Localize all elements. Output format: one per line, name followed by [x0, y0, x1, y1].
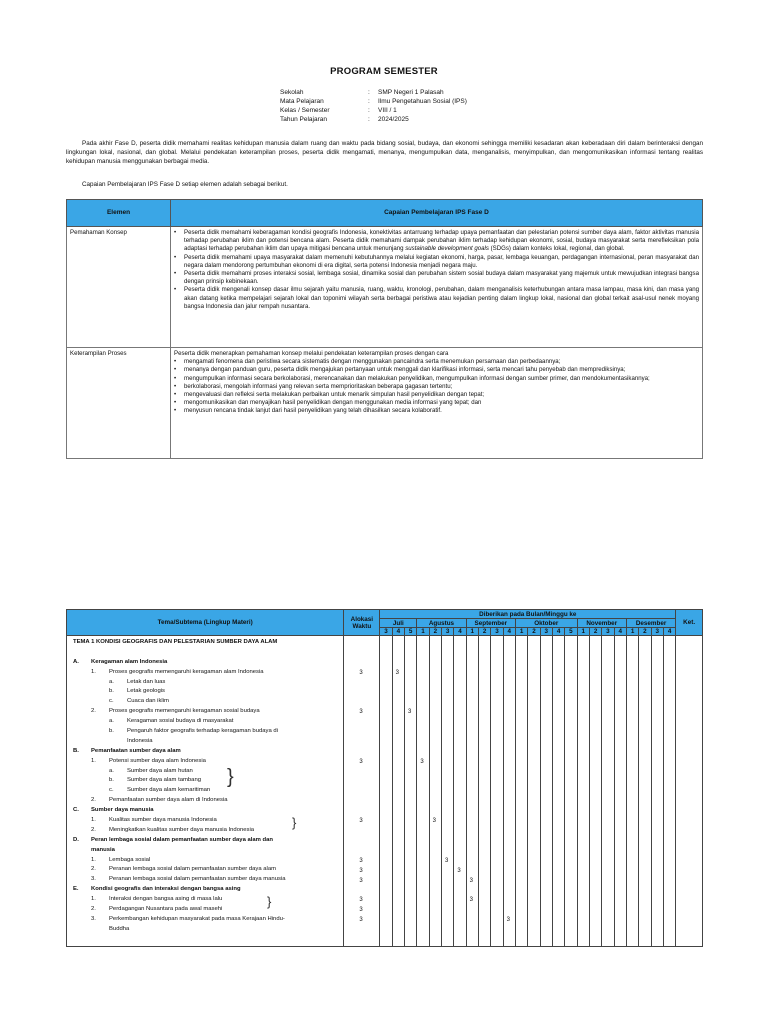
week-header: 3: [380, 628, 392, 636]
topic-line: [73, 885, 339, 895]
week-header: 4: [503, 628, 515, 636]
topic-line: [73, 875, 339, 885]
item-text: Pemanfaatan sumber daya alam: [91, 747, 181, 754]
capaian-intro-text: Peserta didik menerapkan pemahaman konsep melalui pendekatan keterampilan proses dengan cara: [174, 350, 449, 357]
week-cell: [528, 636, 540, 947]
alokasi-value: 3: [359, 669, 363, 676]
week-header: 4: [663, 628, 675, 636]
item-text: Interaksi dengan bangsa asing di masa lalu: [109, 896, 223, 903]
item-number: b.: [109, 777, 114, 784]
alokasi-value: 3: [359, 877, 363, 884]
item-text: Keragaman alam Indonesia: [91, 658, 168, 665]
month-header: Oktober: [515, 619, 577, 628]
header-topic: Tema/Subtema (Lingkup Materi): [67, 610, 344, 636]
meta-colon: :: [368, 107, 370, 114]
item-text: Pengaruh faktor geografis terhadap keragaman budaya di: [127, 728, 278, 735]
list-item: • mengomunikasikan dan menyajikan hasil penyelidikan dengan menggunakan media informasi yang tepat; dan: [184, 399, 699, 407]
meta-key: Tahun Pelajaran: [280, 116, 327, 123]
schedule-mark: 3: [469, 877, 473, 884]
topic-line: [73, 767, 339, 777]
month-header: Juli: [380, 619, 417, 628]
meta-colon: :: [368, 89, 370, 96]
item-number: c.: [109, 787, 114, 794]
week-header: 3: [602, 628, 614, 636]
item-number: E.: [73, 886, 79, 893]
item-text: TEMA 1 KONDISI GEOGRAFIS DAN PELESTARIAN SUMBER DAYA ALAM: [73, 639, 278, 645]
week-cell: [491, 636, 503, 947]
item-text: Peran lembaga sosial dalam pemanfaatan sumber daya alam dan: [91, 836, 274, 843]
text: (SDGs) dalam konteks lokal, regional, dan global.: [488, 245, 625, 253]
ket-cell: [676, 636, 703, 947]
topic-line: [73, 776, 339, 786]
list-item: • berkolaborasi, mengolah informasi yang relevan serta memprioritaskan beberapa gagasan tertentu;: [184, 383, 699, 391]
topic-line: [73, 678, 339, 688]
week-cell: [380, 636, 392, 947]
schedule-mark: 3: [408, 709, 412, 716]
item-number: 1.: [91, 668, 96, 675]
alokasi-value: 3: [359, 758, 363, 765]
week-cell: [454, 636, 466, 947]
alokasi-value: 3: [359, 709, 363, 716]
meta-row-tahun: [280, 115, 467, 124]
week-header: 1: [515, 628, 527, 636]
item-text: Letak geologis: [127, 688, 165, 695]
topic-line: [73, 648, 339, 658]
schedule-mark: 3: [420, 758, 424, 765]
schedule-mark: 3: [432, 818, 436, 825]
item-text: Keragaman sosial budaya di masyarakat: [127, 718, 234, 725]
topic-line: [73, 786, 339, 796]
list-item: • menanya dengan panduan guru, peserta didik mengajukan pertanyaan untuk menggali dan klarifikasi informasi, serta mencari tahu penyebab dan memprediksinya;: [184, 366, 699, 374]
item-number: 1.: [91, 817, 96, 824]
week-cell: [626, 636, 638, 947]
topic-line: [73, 836, 339, 846]
list-item: • Peserta didik mengenali konsep dasar ilmu sejarah yaitu manusia, ruang, waktu, kronologi, perubahan, dalam menganalisis keterhubungan antara masa lampau, masa kini, dan masa yang akan datang ketika mempelajari sejarah lokal dan toponimi wilayah serta berbagai peristiwa atau kejadian penting dalam lingkup lokal, nasional dan global terkait asal-usul nenek moyang bangsa Indonesia dan jalur rempah nusantara.: [184, 286, 699, 311]
page-title: PROGRAM SEMESTER: [330, 66, 438, 77]
meta-key: Mata Pelajaran: [280, 98, 324, 105]
list-item: • Peserta didik memahami upaya masyarakat dalam memenuhi kebutuhannya melalui kegiatan ekonomi, harga, pasar, lembaga keuangan, perdagangan internasional, peran masyarakat dan negara dalam mendorong pertumbuhan ekonomi di era digital, serta potensi Indonesia menjadi negara maju.: [184, 254, 699, 270]
item-text: Sumber daya manusia: [91, 807, 154, 814]
topic-line: [73, 915, 339, 925]
alokasi-value: 3: [359, 857, 363, 864]
item-number: C.: [73, 807, 79, 814]
topic-line: [73, 707, 339, 717]
list-item: • Peserta didik memahami proses interaksi sosial, lembaga sosial, dinamika sosial dan perubahan sistem sosial budaya dalam masyarakat yang majemuk untuk mewujudkan integrasi bangsa dengan prinsip kebinekaan.: [184, 270, 699, 286]
row-pemahaman-konsep: [67, 227, 703, 348]
capaian-content: [171, 348, 703, 459]
item-number: a.: [109, 718, 114, 725]
item-text: Sumber daya alam tambang: [127, 777, 202, 784]
capaian-list: [174, 358, 699, 415]
topic-line: [73, 925, 339, 935]
item-number: 2.: [91, 797, 96, 804]
week-cell: [577, 636, 589, 947]
capaian-table: [66, 199, 703, 459]
alokasi-value: 3: [359, 818, 363, 825]
week-cell: [651, 636, 663, 947]
meta-colon: :: [368, 116, 370, 123]
week-header: 4: [614, 628, 626, 636]
meta-value: Ilmu Pengetahuan Sosial (IPS): [378, 98, 467, 105]
topic-line: [73, 816, 339, 826]
schedule-mark: 3: [469, 897, 473, 904]
topic-line: [73, 757, 339, 767]
week-header: 2: [478, 628, 490, 636]
topic-line: [73, 638, 339, 648]
topic-line: [73, 806, 339, 816]
curly-brace-icon: }: [292, 815, 297, 831]
week-cell: [515, 636, 527, 947]
curly-brace-icon: }: [267, 894, 272, 910]
alokasi-value: 3: [359, 897, 363, 904]
week-cell: [639, 636, 651, 947]
alokasi-value: 3: [359, 907, 363, 914]
item-text: Pemanfaatan sumber daya alam di Indonesia: [109, 797, 228, 804]
item-number: 2.: [91, 826, 96, 833]
week-header: 1: [417, 628, 429, 636]
item-number: 1.: [91, 856, 96, 863]
week-cell: [478, 636, 490, 947]
curly-brace-icon: }: [227, 765, 234, 788]
elemen-label: Pemahaman Konsep: [67, 227, 171, 348]
week-header: 1: [577, 628, 589, 636]
topic-line: [73, 658, 339, 668]
item-number: c.: [109, 698, 114, 705]
text: Peserta didik memahami keberagaman kondisi geografis Indonesia, konektivitas antarruang terhadap upaya pemanfaatan dan pelestarian potensi sumber daya alam, faktor aktivitas manusia terhadap perubahan iklim dan potensi bencana alam. Peserta didik memahami dampak perubahan iklim terhadap kehidupan ekonomi, sosial, budaya masyarakat serta merefleksikan pola adaptasi terhadap perubahan iklim dan upaya mitigasi bencana untuk menunjang: [184, 229, 699, 253]
week-cell: [614, 636, 626, 947]
week-header: 3: [491, 628, 503, 636]
item-number: 1.: [91, 757, 96, 764]
item-number: 2.: [91, 708, 96, 715]
week-cell: [503, 636, 515, 947]
topic-cell: [67, 636, 344, 947]
item-text: Cuaca dan iklim: [127, 698, 169, 705]
item-number: 2.: [91, 866, 96, 873]
week-header: 4: [454, 628, 466, 636]
week-header: 2: [589, 628, 601, 636]
week-header: 2: [528, 628, 540, 636]
week-cell: [540, 636, 552, 947]
topic-line: [73, 865, 339, 875]
week-header: 2: [429, 628, 441, 636]
header-given: Diberikan pada Bulan/Minggu ke: [380, 610, 676, 619]
item-number: B.: [73, 747, 79, 754]
item-text: Peranan lembaga sosial dalam pemanfaatan sumber daya manusia: [109, 876, 286, 883]
meta-key: Kelas / Semester: [280, 107, 330, 114]
week-header: 3: [651, 628, 663, 636]
item-number: 2.: [91, 906, 96, 913]
item-text: Proses geografis memengaruhi keragaman alam Indonesia: [109, 668, 264, 675]
item-number: a.: [109, 678, 114, 685]
week-cell: [466, 636, 478, 947]
week-header: 4: [392, 628, 404, 636]
topic-line: [73, 668, 339, 678]
text-italic: sustainable development goals: [405, 245, 489, 253]
list-item: • mengamati fenomena dan peristiwa secara sistematis dengan menggunakan pancaindra serta menemukan persamaan dan perbedaannya;: [184, 358, 699, 366]
item-number: a.: [109, 767, 114, 774]
item-text: Potensi sumber daya alam Indonesia: [109, 757, 206, 764]
week-cell: [441, 636, 453, 947]
list-item: • mengumpulkan informasi secara berkolaborasi, merencanakan dan melakukan penyelidikan, mengumpulkan informasi dengan sumber primer, dan mendokumentasikannya;: [184, 375, 699, 383]
item-text: Letak dan luas: [127, 678, 166, 685]
week-cell: [565, 636, 577, 947]
list-item: • menyusun rencana tindak lanjut dari hasil penyelidikan yang telah dihasilkan secara kolaboratif.: [184, 407, 699, 415]
week-cell: [405, 636, 417, 947]
capaian-intro: Capaian Pembelajaran IPS Fase D setiap elemen adalah sebagai berikut.: [82, 181, 288, 188]
meta-value: SMP Negeri 1 Palasah: [378, 89, 444, 96]
week-cell: [602, 636, 614, 947]
week-header: 5: [565, 628, 577, 636]
capaian-content: [171, 227, 703, 348]
week-header: 4: [552, 628, 564, 636]
row-keterampilan-proses: [67, 348, 703, 459]
item-number: D.: [73, 836, 79, 843]
document-meta: [280, 88, 467, 124]
week-header: 1: [466, 628, 478, 636]
item-text: Lembaga sosial: [109, 856, 151, 863]
header-capaian: Capaian Pembelajaran IPS Fase D: [171, 200, 703, 227]
meta-row-mapel: [280, 97, 467, 106]
schedule-header-row-1: [67, 610, 703, 619]
topic-line: [73, 895, 339, 905]
schedule-mark: 3: [457, 867, 461, 874]
month-header: September: [466, 619, 515, 628]
item-text: Kondisi geografis dan interaksi dengan bangsa asing: [91, 886, 241, 893]
item-number: b.: [109, 688, 114, 695]
item-text: Sumber daya alam kemaritiman: [127, 787, 211, 794]
meta-value: 2024/2025: [378, 116, 409, 123]
week-header: 1: [626, 628, 638, 636]
program-semester-table: [66, 609, 703, 947]
schedule-mark: 3: [444, 857, 449, 864]
topic-line: [73, 796, 339, 806]
item-text: Perkembangan kehidupan masyarakat pada masa Kerajaan Hindu-: [109, 915, 285, 922]
header-alokasi: Alokasi Waktu: [344, 610, 380, 636]
item-text: Proses geografis memengaruhi keragaman sosial budaya: [109, 708, 260, 715]
item-number: 3.: [91, 915, 96, 922]
week-header: 2: [639, 628, 651, 636]
schedule-mark: 3: [395, 669, 400, 676]
schedule-body-row: [67, 636, 703, 947]
item-number: b.: [109, 728, 114, 735]
item-number: 3.: [91, 876, 96, 883]
capaian-list: [174, 229, 699, 311]
topic-line: [73, 747, 339, 757]
list-item: • mengevaluasi dan refleksi serta melakukan perbaikan untuk menarik simpulan hasil penyelidikan dengan tepat;: [184, 391, 699, 399]
topic-line: [73, 826, 339, 836]
topic-line: [73, 687, 339, 697]
item-text: Meningkatkan kualitas sumber daya manusia Indonesia: [109, 826, 255, 833]
item-number: A.: [73, 658, 79, 665]
week-cell: [663, 636, 675, 947]
week-header: 3: [441, 628, 453, 636]
item-text: Indonesia: [127, 737, 153, 744]
week-cell: [552, 636, 564, 947]
item-text: Peranan lembaga sosial dalam pemanfaatan sumber daya alam: [109, 866, 277, 873]
item-text: Sumber daya alam hutan: [127, 767, 193, 774]
intro-paragraph: Pada akhir Fase D, peserta didik memahami realitas kehidupan manusia dalam ruang dan waktu pada bidang sosial, budaya, dan ekonomi sehingga memiliki kesadaran akan keberadaan diri dalam berinteraksi dengan lingkungan lokal, nasional, dan global. Melalui pendekatan keterampilan proses, peserta didik mengamati, menanya, mengumpulkan data, menganalisis, menyimpulkan, dan mengomunikasikan informasi tentang realitas kehidupan manusia menggunakan berbagai media.: [66, 140, 703, 165]
item-text: Buddha: [109, 925, 130, 932]
topic-line: [73, 727, 339, 737]
week-cell: [429, 636, 441, 947]
topic-line: [73, 856, 339, 866]
meta-value: VIII / 1: [378, 107, 397, 114]
week-cell: [417, 636, 429, 947]
topic-line: [73, 697, 339, 707]
meta-colon: :: [368, 98, 370, 105]
alokasi-cell: [344, 636, 380, 947]
header-elemen: Elemen: [67, 200, 171, 227]
week-header: 3: [540, 628, 552, 636]
schedule-mark: 3: [506, 917, 510, 924]
topic-line: [73, 717, 339, 727]
week-header: 5: [405, 628, 417, 636]
topic-line: [73, 846, 339, 856]
alokasi-value: 3: [359, 917, 363, 924]
list-item: [184, 229, 699, 254]
item-text: Perdagangan Nusantara pada awal masehi: [109, 906, 223, 913]
meta-key: Sekolah: [280, 89, 304, 96]
topic-line: [73, 905, 339, 915]
topic-line: [73, 737, 339, 747]
week-cell: [392, 636, 404, 947]
month-header: Agustus: [417, 619, 466, 628]
month-header: Desember: [626, 619, 675, 628]
week-cell: [589, 636, 601, 947]
item-text: manusia: [91, 846, 115, 853]
item-number: 1.: [91, 896, 96, 903]
elemen-label: Keterampilan Proses: [67, 348, 171, 459]
meta-row-sekolah: [280, 88, 467, 97]
capaian-header-row: [67, 200, 703, 227]
month-header: November: [577, 619, 626, 628]
meta-row-kelas: [280, 106, 467, 115]
header-ket: Ket.: [676, 610, 703, 636]
item-text: Kualitas sumber daya manusia Indonesia: [109, 817, 217, 824]
alokasi-value: 3: [359, 867, 363, 874]
